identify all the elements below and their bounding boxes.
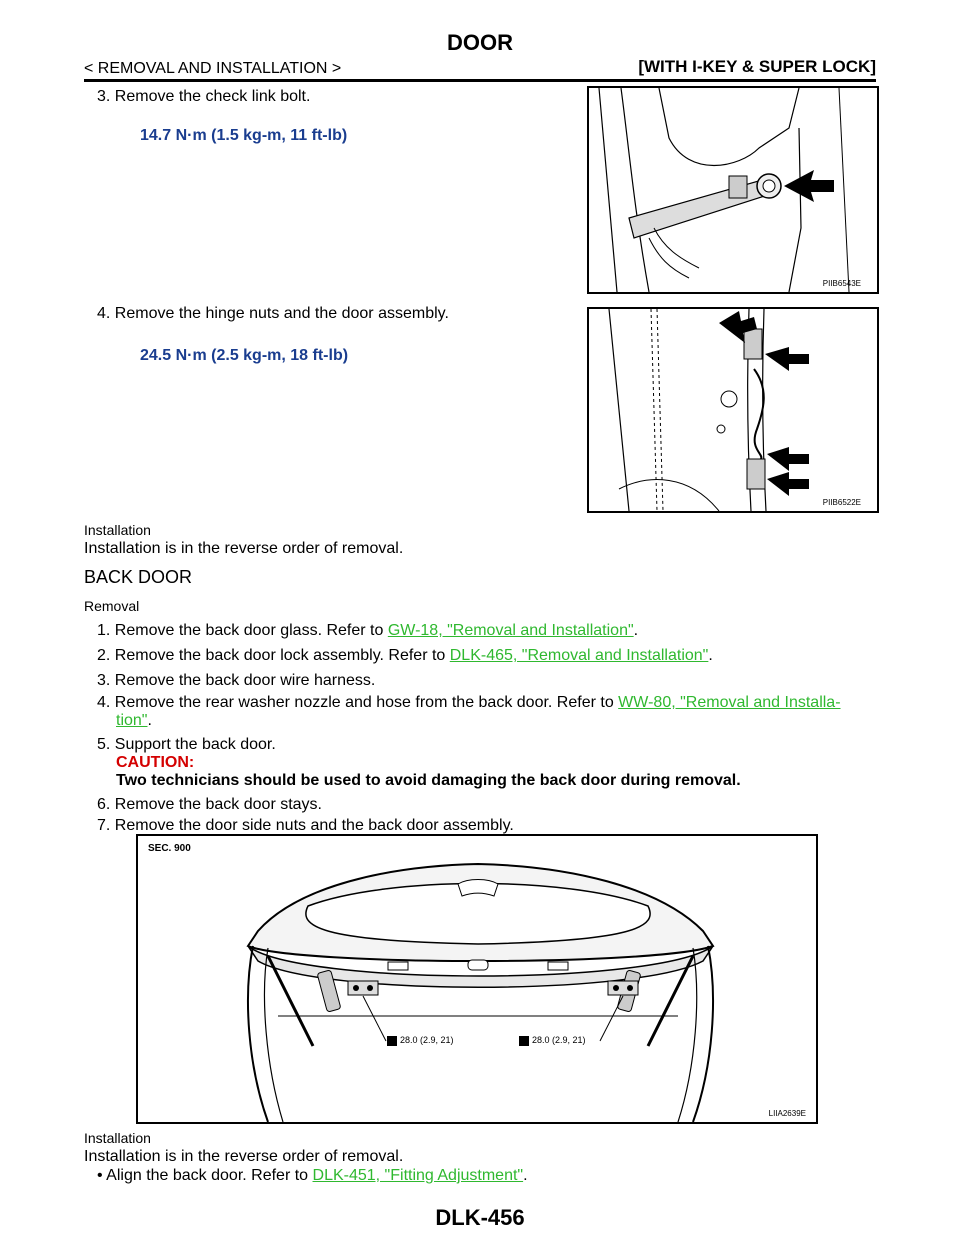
link-dlk-451[interactable]: DLK-451, "Fitting Adjustment" [312, 1167, 524, 1184]
installation-text: Installation is in the reverse order of removal. [84, 540, 404, 557]
variant-label: [WITH I-KEY & SUPER LOCK] [638, 57, 876, 76]
installation-heading: Installation [84, 522, 151, 538]
back-door-heading: BACK DOOR [84, 567, 193, 587]
caution-label: CAUTION: [116, 754, 195, 771]
hinge-figure [587, 307, 879, 513]
back-door-step-6: 6. Remove the back door stays. [97, 796, 322, 813]
installation-text-2: Installation is in the reverse order of removal. [84, 1148, 404, 1165]
header-divider [84, 79, 876, 82]
back-door-step-4: 4. Remove the rear washer nozzle and hose from the back door. Refer to WW-80, "Removal and Installa- [97, 694, 841, 711]
step-4-torque-spec: 24.5 N·m (2.5 kg-m, 18 ft-lb) [140, 347, 349, 364]
breadcrumb-section: < REMOVAL AND INSTALLATION > [84, 60, 342, 77]
back-door-step-7: 7. Remove the door side nuts and the back door assembly. [97, 817, 514, 834]
page-title: DOOR [447, 30, 513, 55]
torque-label-right: 28.0 (2.9, 21) [532, 1035, 586, 1045]
caution-text: Two technicians should be used to avoid damaging the back door during removal. [116, 772, 741, 789]
link-ww-80-cont[interactable]: tion" [116, 712, 148, 729]
back-door-step-5: 5. Support the back door. [97, 736, 276, 753]
link-gw-18[interactable]: GW-18, "Removal and Installation" [387, 622, 634, 639]
back-door-step-3: 3. Remove the back door wire harness. [97, 672, 376, 689]
back-door-step-1: 1. Remove the back door glass. Refer to GW-18, "Removal and Installation". [97, 622, 639, 639]
link-ww-80[interactable]: WW-80, "Removal and Installa- [618, 694, 841, 711]
figure-id: PIIB6543E [822, 279, 861, 288]
step-4-text: 4. Remove the hinge nuts and the door assembly. [97, 305, 449, 322]
section-label: SEC. 900 [148, 843, 191, 854]
align-bullet: • Align the back door. Refer to DLK-451, "Fitting Adjustment". [97, 1167, 528, 1184]
step-3-text: 3. Remove the check link bolt. [97, 88, 311, 105]
back-door-step-2: 2. Remove the back door lock assembly. Refer to DLK-465, "Removal and Installation". [97, 647, 713, 664]
step-3-torque-spec: 14.7 N·m (1.5 kg-m, 11 ft-lb) [140, 127, 348, 144]
figure-id: PIIB6522E [822, 498, 861, 507]
torque-label-left: 28.0 (2.9, 21) [400, 1035, 454, 1045]
installation-heading-2: Installation [84, 1130, 151, 1146]
figure-id: LIIA2639E [768, 1109, 806, 1118]
back-door-step-4-cont: tion". [116, 712, 152, 729]
page-number: DLK-456 [435, 1205, 525, 1230]
check-link-figure [587, 86, 879, 294]
back-door-figure [136, 834, 818, 1124]
removal-heading: Removal [84, 598, 140, 614]
link-dlk-465[interactable]: DLK-465, "Removal and Installation" [449, 647, 709, 664]
